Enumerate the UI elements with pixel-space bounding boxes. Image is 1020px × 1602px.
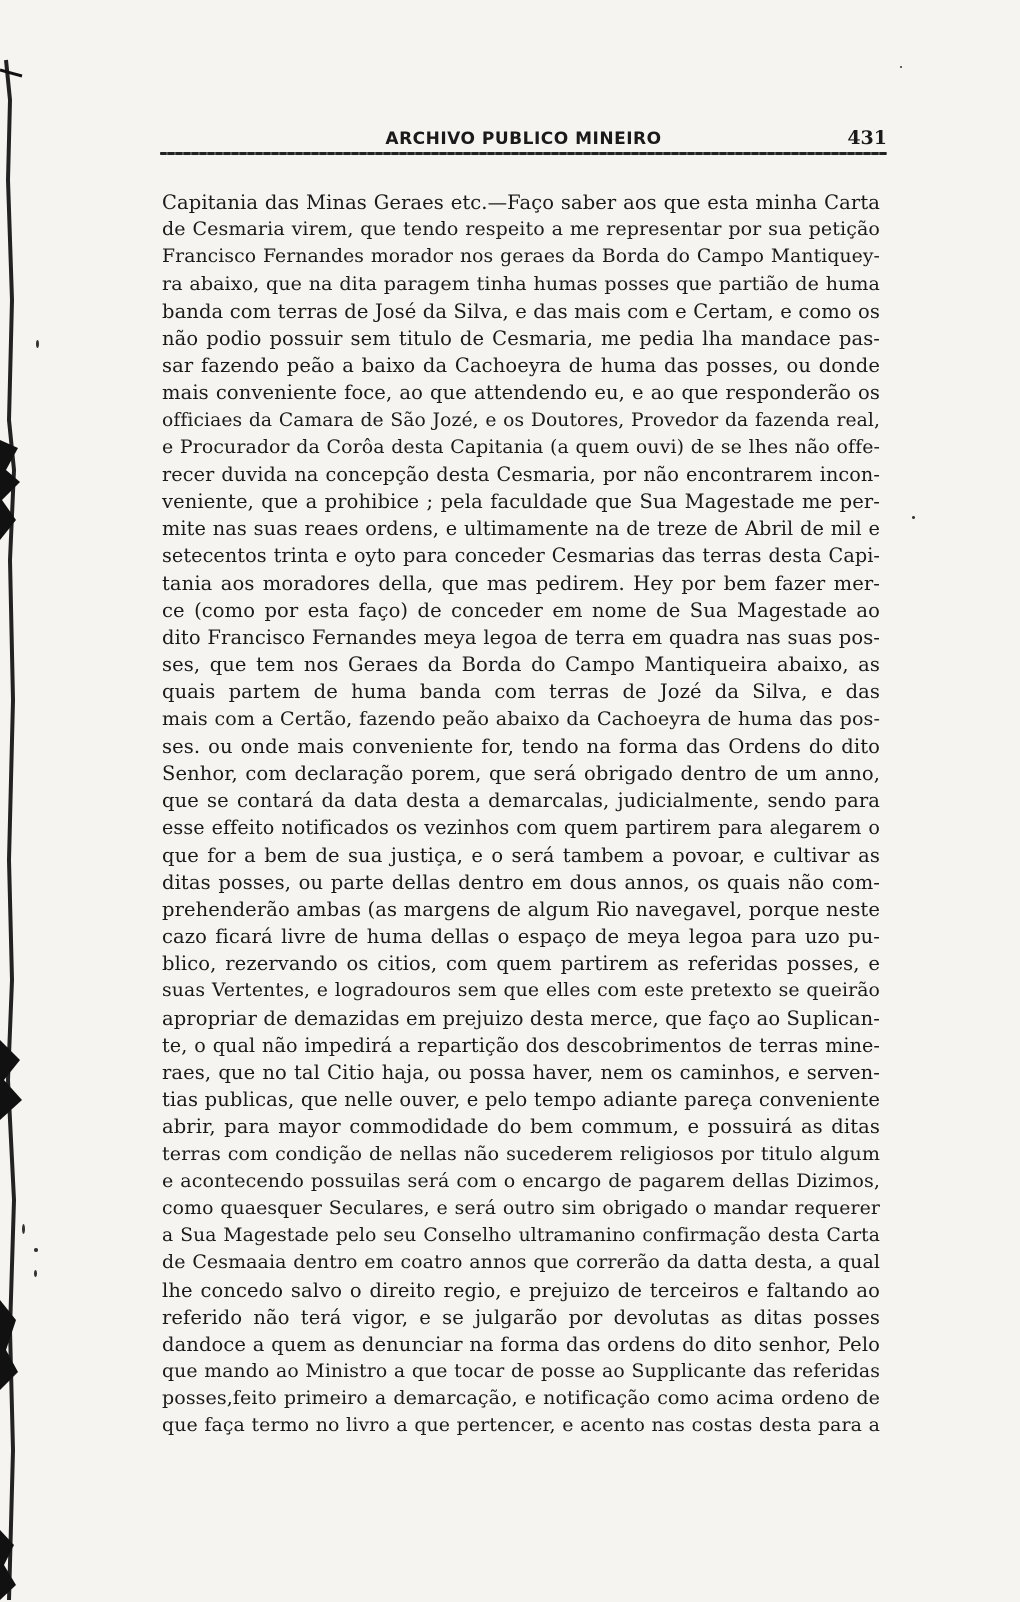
text-line: setecentos trinta e oyto para conceder Cesmarias das terras desta Capi-	[162, 544, 880, 568]
text-line: e Procurador da Corôa desta Capitania (a quem ouvi) de se lhes não offe-	[162, 435, 880, 458]
text-line: a Sua Magestade pelo seu Conselho ultramanino confirmação desta Carta	[162, 1225, 880, 1247]
text-line: banda com terras de José da Silva, e das mais com e Certam, e como os	[162, 299, 880, 323]
text-line: terras com condição de nellas não sucederem religiosos por titulo algum	[162, 1142, 880, 1165]
text-line: não podio possuir sem titulo de Cesmaria, me pedia lha mandace pas-	[162, 326, 880, 350]
binding-edge-shadow	[0, 0, 40, 1602]
text-line: apropriar de demazidas em prejuizo desta merce, que faço ao Suplican-	[162, 1006, 880, 1030]
text-line: mite nas suas reaes ordens, e ultimamente na de treze de Abril de mil e	[162, 517, 880, 541]
text-line: abrir, para mayor commodidade do bem commum, e possuirá as ditas	[162, 1115, 880, 1139]
text-line: officiaes da Camara de São Jozé, e os Doutores, Provedor da fazenda real,	[162, 409, 880, 431]
text-line: que mando ao Ministro a que tocar de posse ao Supplicante das referidas	[162, 1361, 880, 1383]
text-line: esse effeito notificados os vezinhos com quem partirem para alegarem o	[162, 816, 880, 840]
text-line: dito Francisco Fernandes meya legoa de terra em quadra nas suas pos-	[162, 626, 880, 649]
text-line: prehenderão ambas (as margens de algum Rio navegavel, porque neste	[162, 897, 880, 921]
text-line: de Cesmaria virem, que tendo respeito a me representar por sua petição	[162, 218, 880, 241]
text-line: quais partem de huma banda com terras de Jozé da Silva, e das	[162, 680, 880, 704]
running-head	[160, 127, 887, 159]
running-title: ARCHIVO PUBLICO MINEIRO	[385, 129, 662, 149]
text-line: dandoce a quem as denunciar na forma das ordens do dito senhor, Pelo	[162, 1332, 880, 1356]
text-line: que for a bem de sua justiça, e o será tambem a povoar, e cultivar as	[162, 843, 880, 867]
text-line: Capitania das Minas Geraes etc.—Faço saber aos que esta minha Carta	[162, 191, 880, 214]
text-line: ce (como por esta faço) de conceder em nome de Sua Magestade ao	[162, 598, 880, 622]
text-line: veniente, que a prohibice ; pela faculdade que Sua Magestade me per-	[162, 490, 880, 514]
text-line: lhe concedo salvo o direito regio, e prejuizo de terceiros e faltando ao	[162, 1278, 880, 1302]
text-line: de Cesmaaia dentro em coatro annos que correrão da datta desta, a qual	[162, 1251, 880, 1274]
text-line: que se contará da data desta a demarcalas, judicialmente, sendo para	[162, 789, 880, 813]
text-line: mais com a Certão, fazendo peão abaixo da Cachoeyra de huma das pos-	[162, 707, 880, 730]
text-line: ses. ou onde mais conveniente for, tendo na forma das Ordens do dito	[162, 734, 880, 758]
text-line: Francisco Fernandes morador nos geraes da Borda do Campo Mantiquey-	[162, 246, 880, 268]
text-line: como quaesquer Seculares, e será outro sim obrigado o mandar requerer	[162, 1196, 880, 1219]
text-line: te, o qual não impedirá a repartição dos descobrimentos de terras mine-	[162, 1033, 880, 1057]
text-line: referido não terá vigor, e se julgarão por devolutas as ditas posses	[162, 1305, 880, 1329]
text-line: tania aos moradores della, que mas pedirem. Hey por bem fazer mer-	[162, 571, 880, 595]
text-line: suas Vertentes, e logradouros sem que elles com este pretexto se queirão	[162, 980, 880, 1002]
text-line: que faça termo no livro a que pertencer, e acento nas costas desta para a	[162, 1414, 880, 1437]
page-number: 431	[847, 127, 887, 149]
text-line: posses,feito primeiro a demarcação, e notificação como acima ordeno de	[162, 1387, 880, 1410]
text-line: ditas posses, ou parte dellas dentro em dous annos, os quais não com-	[162, 870, 880, 894]
text-line: recer duvida na concepção desta Cesmaria, por não encontrarem incon-	[162, 462, 880, 486]
header-rule	[160, 152, 887, 155]
body-text	[162, 189, 880, 1440]
text-line: blico, rezervando os citios, com quem partirem as referidas posses, e	[162, 952, 880, 976]
text-line: ses, que tem nos Geraes da Borda do Campo Mantiqueira abaixo, as	[162, 653, 880, 677]
text-line: raes, que no tal Citio haja, ou possa haver, nem os caminhos, e serven-	[162, 1061, 880, 1084]
text-line: mais conveniente foce, ao que attendendo eu, e ao que responderão os	[162, 381, 880, 405]
text-line: ra abaixo, que na dita paragem tinha humas posses que partião de huma	[162, 272, 880, 295]
text-line: cazo ficará livre de huma dellas o espaço de meya legoa para uzo pu-	[162, 925, 880, 949]
text-line: tias publicas, que nelle ouver, e pelo tempo adiante pareça conveniente	[162, 1088, 880, 1112]
text-line: e acontecendo possuilas será com o encargo de pagarem dellas Dizimos,	[162, 1169, 880, 1192]
text-line: Senhor, com declaração porem, que será obrigado dentro de um anno,	[162, 761, 880, 785]
text-line: sar fazendo peão a baixo da Cachoeyra de huma das posses, ou donde	[162, 354, 880, 378]
